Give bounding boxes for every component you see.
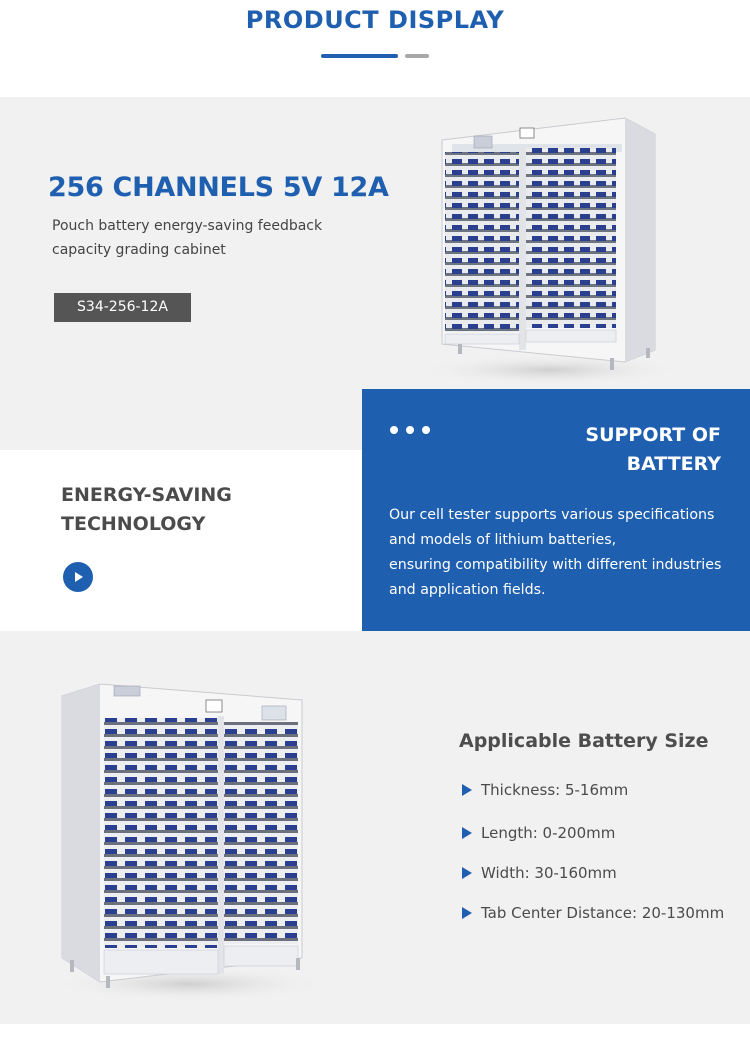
support-battery-title bbox=[540, 421, 721, 479]
spec-item-label: Thickness: 5-16mm bbox=[481, 781, 629, 799]
title-underline-secondary bbox=[405, 54, 429, 58]
product-headline: 256 CHANNELS 5V 12A bbox=[48, 172, 389, 203]
cabinet-image-front bbox=[400, 112, 690, 388]
play-button[interactable] bbox=[63, 562, 93, 592]
support-body-line: Our cell tester supports various specifications bbox=[389, 507, 715, 523]
spec-item-label: Length: 0-200mm bbox=[481, 824, 616, 842]
spec-item-label: Width: 30-160mm bbox=[481, 864, 617, 882]
support-title-line: BATTERY bbox=[626, 453, 721, 475]
product-subtitle-line: capacity grading cabinet bbox=[52, 242, 226, 258]
product-subtitle-line: Pouch battery energy-saving feedback bbox=[52, 218, 323, 234]
spec-item-label: Tab Center Distance: 20-130mm bbox=[481, 904, 725, 922]
more-dots-icon bbox=[390, 426, 440, 436]
product-subtitle bbox=[52, 214, 352, 262]
triangle-bullet-icon bbox=[462, 827, 472, 839]
triangle-bullet-icon bbox=[462, 867, 472, 879]
battery-size-title: Applicable Battery Size bbox=[459, 730, 709, 752]
energy-saving-title bbox=[61, 481, 321, 539]
support-body-line: ensuring compatibility with different industries bbox=[389, 557, 722, 573]
support-title-line: SUPPORT OF bbox=[585, 424, 721, 446]
triangle-bullet-icon bbox=[462, 784, 472, 796]
cabinet-image-angled bbox=[40, 678, 340, 1008]
model-badge: S34-256-12A bbox=[54, 293, 191, 322]
support-body-line: and application fields. bbox=[389, 582, 546, 598]
title-underline-accent bbox=[321, 54, 398, 58]
energy-saving-panel bbox=[0, 450, 362, 631]
page-title: PRODUCT DISPLAY bbox=[245, 6, 505, 34]
energy-title-line: TECHNOLOGY bbox=[61, 513, 206, 535]
support-battery-description bbox=[389, 503, 734, 603]
support-body-line: and models of lithium batteries, bbox=[389, 532, 617, 548]
energy-title-line: ENERGY-SAVING bbox=[61, 484, 232, 506]
triangle-bullet-icon bbox=[462, 907, 472, 919]
